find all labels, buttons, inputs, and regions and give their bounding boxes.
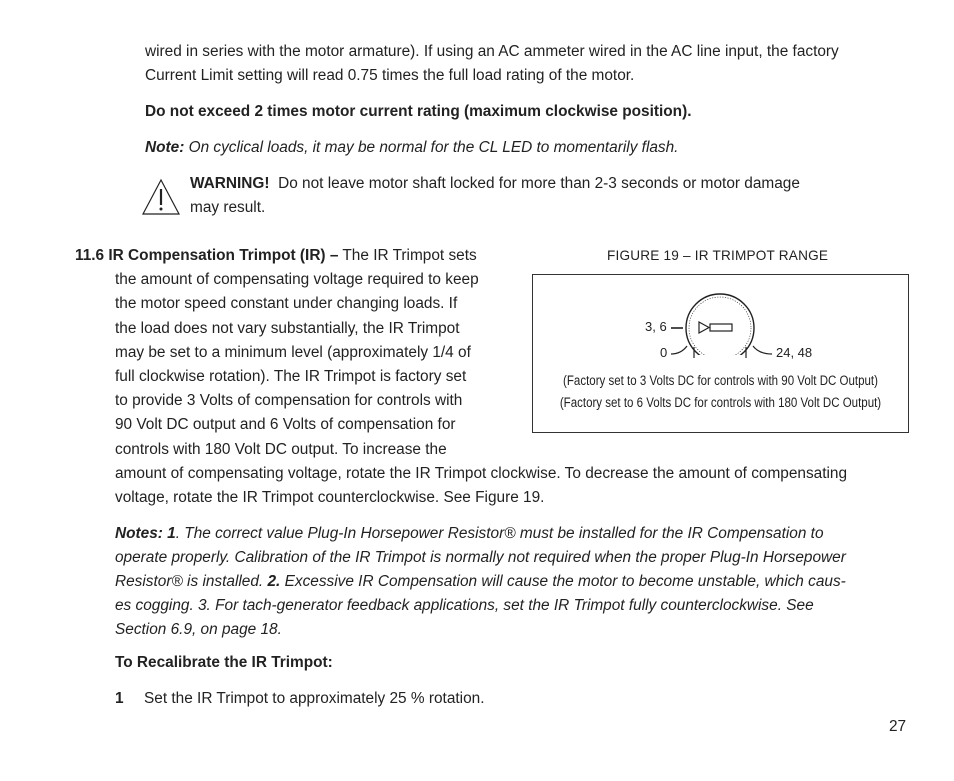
notes-paragraph <box>115 522 910 642</box>
section-line-2: the motor speed constant under changing loads. If <box>115 295 458 313</box>
page-number: 27 <box>889 718 907 735</box>
section-continuation <box>115 462 910 510</box>
section-line-7: 90 Volt DC output and 6 Volts of compensation for <box>115 416 456 434</box>
warning-line-1: Do not leave motor shaft locked for more than 2-3 seconds or motor damage <box>278 175 800 192</box>
notes-part-5: es cogging. 3. For tach-generator feedback applications, set the IR Trimpot fully counterclockwise. See <box>115 597 814 614</box>
intro-paragraph <box>145 40 910 88</box>
note-label: Note: <box>145 139 185 156</box>
warning-line-2: may result. <box>190 199 266 216</box>
notes-label: Notes: 1 <box>115 525 176 542</box>
figure-note-2: (Factory set to 6 Volts DC for controls with 180 Volt DC Output) <box>559 395 882 410</box>
section-line-1: the amount of compensating voltage required to keep <box>115 271 479 289</box>
recalibrate-heading: To Recalibrate the IR Trimpot: <box>115 654 333 671</box>
figure-note-1: (Factory set to 3 Volts DC for controls with 90 Volt DC Output) <box>563 373 878 388</box>
label-3-6: 3, 6 <box>645 319 667 334</box>
section-first-line <box>75 244 515 268</box>
section-line-3: the load does not vary substantially, the IR Trimpot <box>115 319 460 337</box>
warning-triangle-icon <box>141 178 181 216</box>
section-heading: 11.6 IR Compensation Trimpot (IR) – <box>75 247 339 264</box>
notes-part-1: . The correct value Plug-In Horsepower Resistor® must be installed for the IR Compensation to <box>175 525 824 542</box>
notes-part-3: Resistor® is installed. <box>115 573 264 590</box>
note-text: On cyclical loads, it may be normal for the CL LED to momentarily flash. <box>188 139 679 156</box>
section-line-4: may be set to a minimum level (approximately 1/4 of <box>115 343 471 361</box>
notes-part-4: Excessive IR Compensation will cause the motor to become unstable, which caus- <box>284 573 846 590</box>
continuation-line-2: voltage, rotate the IR Trimpot counterclockwise. See Figure 19. <box>115 489 545 506</box>
notes-part-6: Section 6.9, on page 18. <box>115 621 282 638</box>
intro-line-1: wired in series with the motor armature). If using an AC ammeter wired in the AC line input, the factory <box>145 43 839 60</box>
section-line-8: controls with 180 Volt DC output. To increase the <box>115 440 447 458</box>
step-1 <box>115 690 484 708</box>
section-11-6 <box>75 244 515 462</box>
section-line-5: full clockwise rotation). The IR Trimpot is factory set <box>115 368 467 386</box>
figure-caption: FIGURE 19 – IR TRIMPOT RANGE <box>607 248 829 263</box>
step-1-text: Set the IR Trimpot to approximately 25 % rotation. <box>144 690 485 707</box>
continuation-line-1: amount of compensating voltage, rotate the IR Trimpot clockwise. To decrease the amount of compensating <box>115 465 848 482</box>
step-1-number: 1 <box>115 690 124 707</box>
note-paragraph <box>145 136 910 160</box>
section-line-0: The IR Trimpot sets <box>342 247 477 264</box>
warning-label: WARNING! <box>190 175 270 192</box>
label-0: 0 <box>660 345 668 360</box>
caution-text: Do not exceed 2 times motor current rating (maximum clockwise position). <box>145 103 692 120</box>
notes-part-2: operate properly. Calibration of the IR Trimpot is normally not required when the proper Plug-In Horsepower <box>115 549 846 566</box>
figure-19-box <box>532 274 909 433</box>
section-line-6: to provide 3 Volts of compensation for controls with <box>115 392 463 410</box>
label-24-48: 24, 48 <box>776 345 813 360</box>
warning-text <box>190 172 870 220</box>
notes-label-2: 2. <box>267 573 281 590</box>
intro-line-2: Current Limit setting will read 0.75 times the full load rating of the motor. <box>145 67 635 84</box>
